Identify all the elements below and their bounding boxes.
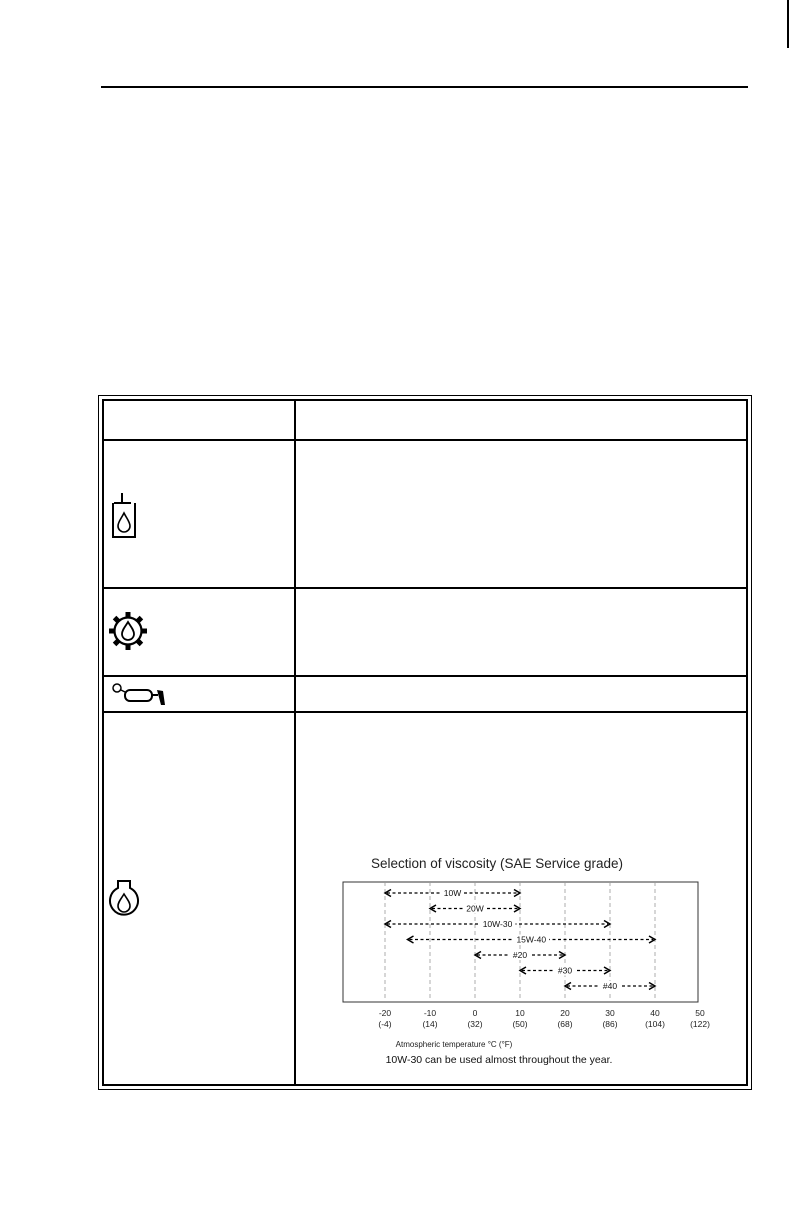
tick-label-celsius: 50 bbox=[695, 1008, 705, 1018]
tick-label-fahrenheit: (86) bbox=[602, 1019, 618, 1029]
tick-label-celsius: 20 bbox=[560, 1008, 570, 1018]
range-bar bbox=[565, 981, 655, 991]
tick-label-fahrenheit: (32) bbox=[467, 1019, 483, 1029]
range-label: 20W bbox=[466, 903, 484, 914]
range-bar bbox=[408, 935, 656, 945]
reservoir-oil-icon bbox=[110, 491, 138, 539]
tick-label-celsius: -10 bbox=[423, 1008, 437, 1018]
chart-title: Selection of viscosity (SAE Service grade) bbox=[370, 856, 624, 871]
table-row-gear bbox=[104, 589, 746, 677]
range-label: #30 bbox=[557, 965, 573, 976]
tick-label-fahrenheit: (-4) bbox=[378, 1019, 392, 1029]
range-label: #20 bbox=[512, 950, 528, 960]
table-header-row bbox=[104, 401, 746, 441]
range-bar bbox=[430, 904, 520, 914]
table-row-grease bbox=[104, 677, 746, 713]
tick-label-celsius: 0 bbox=[472, 1008, 478, 1018]
tick-label-fahrenheit: (14) bbox=[422, 1019, 438, 1029]
range-label: 10W bbox=[443, 888, 462, 898]
range-bar bbox=[385, 919, 610, 929]
tick-label-celsius: 30 bbox=[605, 1008, 615, 1018]
range-label: #40 bbox=[602, 981, 618, 991]
range-label: 15W-40 bbox=[516, 934, 547, 945]
tick-label-celsius: 40 bbox=[650, 1008, 660, 1018]
tick-label-celsius: -20 bbox=[378, 1008, 392, 1018]
grease-gun-icon bbox=[110, 681, 168, 707]
tick-label-fahrenheit: (122) bbox=[690, 1019, 710, 1029]
gear-oil-icon bbox=[108, 611, 148, 651]
viscosity-chart bbox=[334, 853, 734, 1083]
table-row-reservoir bbox=[104, 441, 746, 589]
tick-label-fahrenheit: (104) bbox=[645, 1019, 665, 1029]
range-bar bbox=[475, 950, 565, 960]
chart-caption: 10W-30 can be used almost throughout the year. bbox=[385, 1054, 613, 1066]
engine-oil-icon bbox=[108, 879, 140, 919]
tick-label-celsius: 10 bbox=[515, 1008, 525, 1018]
table-row-engine-oil bbox=[104, 713, 746, 1084]
trim-mark bbox=[787, 0, 789, 48]
x-axis-label: Atmospheric temperature °C (°F) bbox=[395, 1040, 513, 1049]
header-rule bbox=[101, 86, 748, 88]
range-bar bbox=[385, 888, 520, 898]
tick-label-fahrenheit: (68) bbox=[557, 1019, 573, 1029]
maintenance-table bbox=[102, 399, 748, 1086]
range-bar bbox=[520, 966, 610, 976]
tick-label-fahrenheit: (50) bbox=[512, 1019, 528, 1029]
range-label: 10W-30 bbox=[482, 919, 513, 929]
